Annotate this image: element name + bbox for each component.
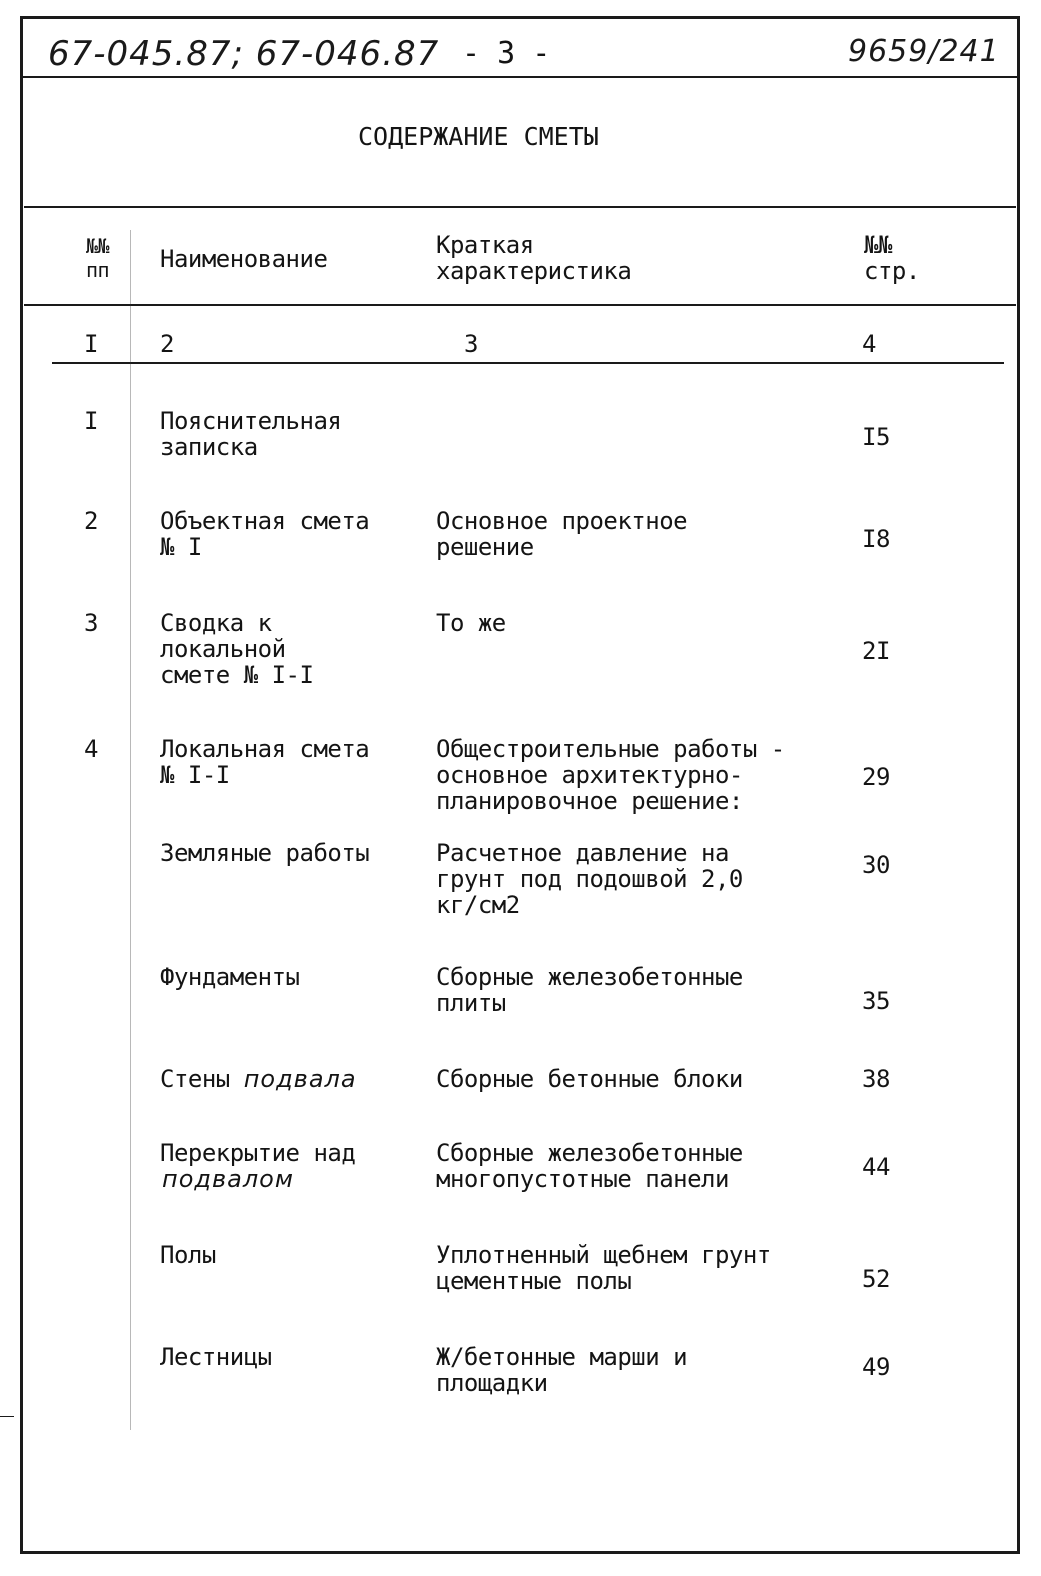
row-4-num: 4 [84,735,98,763]
row-10-name: Лестницы [160,1343,272,1371]
row-2-page: I8 [862,525,890,553]
row-3-num: 3 [84,609,98,637]
header-divider [20,76,1020,78]
table-top-line [24,206,1016,208]
col-header-desc: Краткая характеристика [436,231,632,285]
row-5-name: Земляные работы [160,839,370,867]
row-7-page: 38 [862,1065,890,1093]
row-6-desc: Сборные железобетонные плиты [436,963,743,1017]
row-3-page: 2I [862,637,890,665]
column-separator [130,230,131,1430]
row-1-num: I [84,407,98,435]
page-marker: - 3 - [462,36,550,71]
row-9-name: Полы [160,1241,216,1269]
row-8-name-handwritten: подвалом [162,1165,294,1193]
header-bottom-line [24,304,1016,306]
col-number-4: 4 [862,330,877,358]
row-10-page: 49 [862,1353,890,1381]
row-4-page: 29 [862,763,890,791]
archive-number: 9659/241 [848,34,1000,69]
col-header-name: Наименование [160,245,328,273]
row-2-name: Объектная смета № I [160,507,370,561]
col-header-num: №№ пп [86,234,110,282]
row-3-name: Сводка к локальной смете № I-I [160,609,314,689]
row-4-name: Локальная смета № I-I [160,735,370,789]
col-number-2: 2 [160,330,175,358]
row-5-page: 30 [862,851,890,879]
row-1-page: I5 [862,423,890,451]
row-7-name [160,1066,357,1092]
row-4-desc: Общестроительные работы - основное архитектурно- планировочное решение: [436,735,785,815]
colnum-underline [52,362,1004,364]
col-number-3: 3 [464,330,479,358]
row-7-name-handwritten: подвала [243,1065,357,1093]
row-1-name: Пояснительная записка [160,407,342,461]
row-8-desc: Сборные железобетонные многопустотные панели [436,1139,743,1193]
row-6-name: Фундаменты [160,963,300,991]
page-title: СОДЕРЖАНИЕ СМЕТЫ [358,122,599,151]
col-header-page: №№ стр. [864,231,920,285]
col-number-1: I [84,330,99,358]
row-5-desc: Расчетное давление на грунт под подошвой 2,0 кг/см2 [436,839,743,919]
row-2-desc: Основное проектное решение [436,507,688,561]
doc-codes: 67-045.87; 67-046.87 [48,34,440,74]
row-7-name-typed: Стены [160,1065,230,1093]
row-8-name: Перекрытие над [160,1139,356,1167]
row-6-page: 35 [862,987,890,1015]
row-7-desc: Сборные бетонные блоки [436,1065,743,1093]
margin-tick [0,1416,14,1417]
row-2-num: 2 [84,507,98,535]
row-3-desc: То же [436,609,506,637]
row-8-page: 44 [862,1153,890,1181]
row-10-desc: Ж/бетонные марши и площадки [436,1343,688,1397]
row-9-page: 52 [862,1265,890,1293]
row-9-desc: Уплотненный щебнем грунт цементные полы [436,1241,771,1295]
